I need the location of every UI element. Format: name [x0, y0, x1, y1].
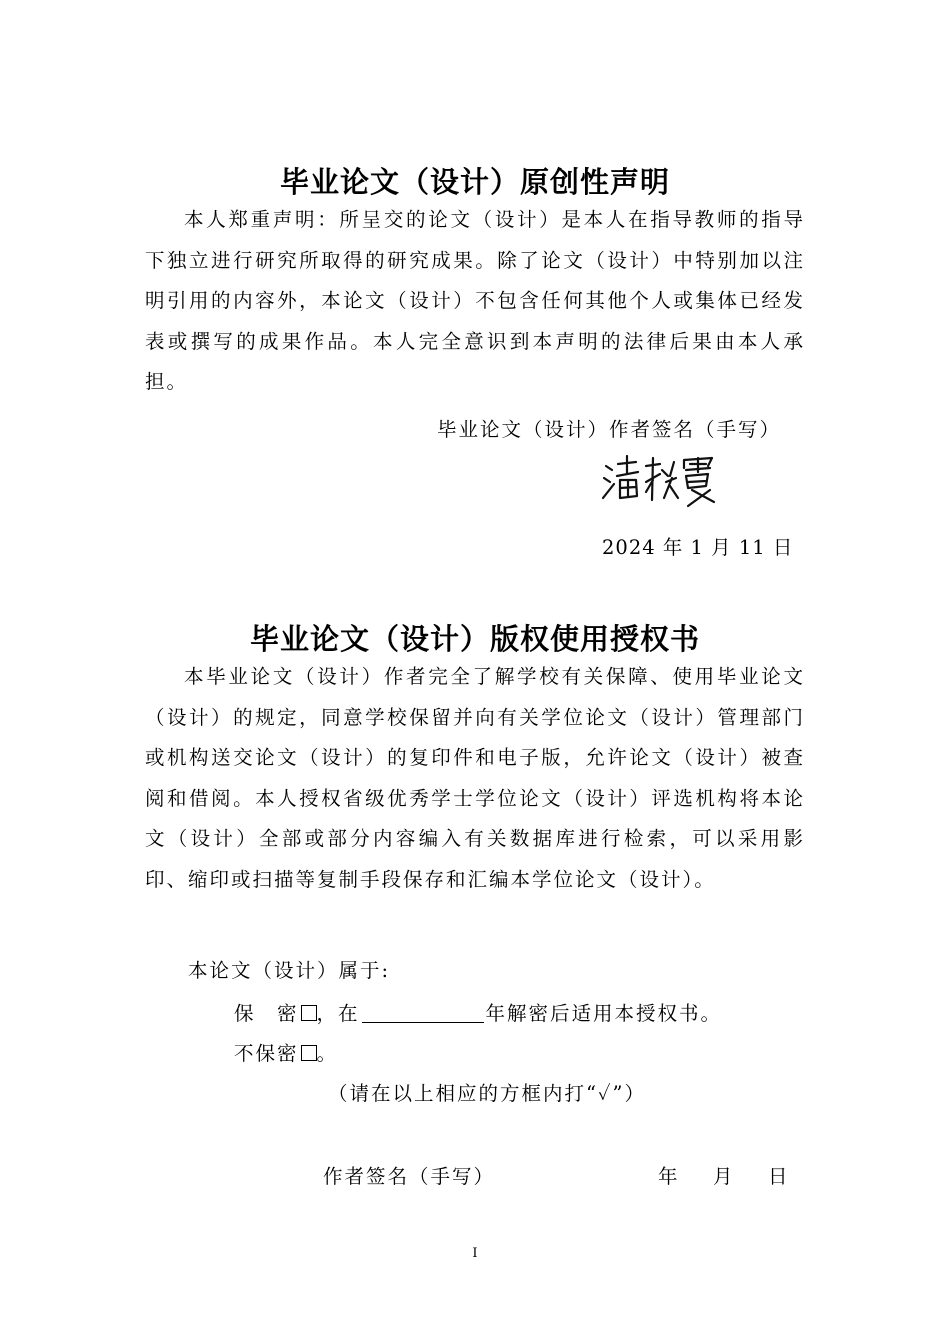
author-date-label: 年 月 日 — [658, 1165, 796, 1188]
handwritten-signature — [600, 452, 720, 510]
declaration-signature-label: 毕业论文（设计）作者签名（手写） — [437, 418, 782, 441]
belongs-label: 本论文（设计）属于: — [188, 959, 391, 982]
page-number: I — [472, 1246, 478, 1261]
nonsecret-option — [234, 1038, 338, 1066]
secret-mid-text: ，在 — [316, 1002, 360, 1025]
secret-checkbox[interactable] — [301, 1005, 317, 1021]
secret-option — [234, 998, 722, 1026]
authorization-body: 本毕业论文（设计）作者完全了解学校有关保障、使用毕业论文（设计）的规定，同意学校保留并向有关学位论文（设计）管理部门或机构送交论文（设计）的复印件和电子版，允许论文（设计）被查阅和借阅。本人授权省级优秀学士学位论文（设计）评选机构将本论文（设计）全部或部分内容编入有关数据库进行检索，可以采用影印、缩印或扫描等复制手段保存和汇编本学位论文（设计）。 — [145, 665, 805, 891]
secret-tail-text: 年解密后适用本授权书。 — [485, 1002, 723, 1025]
declaration-date: 2024 年 1 月 11 日 — [602, 536, 794, 559]
nonsecret-tail-text: 。 — [316, 1042, 339, 1065]
declaration-body: 本人郑重声明：所呈交的论文（设计）是本人在指导教师的指导下独立进行研究所取得的研究成果。除了论文（设计）中特别加以注明引用的内容外，本论文（设计）不包含任何其他个人或集体已经发表或撰写的成果作品。本人完全意识到本声明的法律后果由本人承担。 — [145, 208, 805, 393]
nonsecret-label: 不保密 — [234, 1042, 299, 1065]
declaration-title: 毕业论文（设计）原创性声明 — [279, 165, 670, 199]
authorization-title: 毕业论文（设计）版权使用授权书 — [249, 622, 700, 656]
declassify-year-blank[interactable] — [362, 1003, 484, 1023]
secret-label: 保 密 — [234, 1002, 299, 1025]
author-signature-label: 作者签名（手写） — [323, 1165, 496, 1188]
instruction-text: （请在以上相应的方框内打“✓”） — [328, 1082, 647, 1105]
nonsecret-checkbox[interactable] — [301, 1045, 317, 1061]
